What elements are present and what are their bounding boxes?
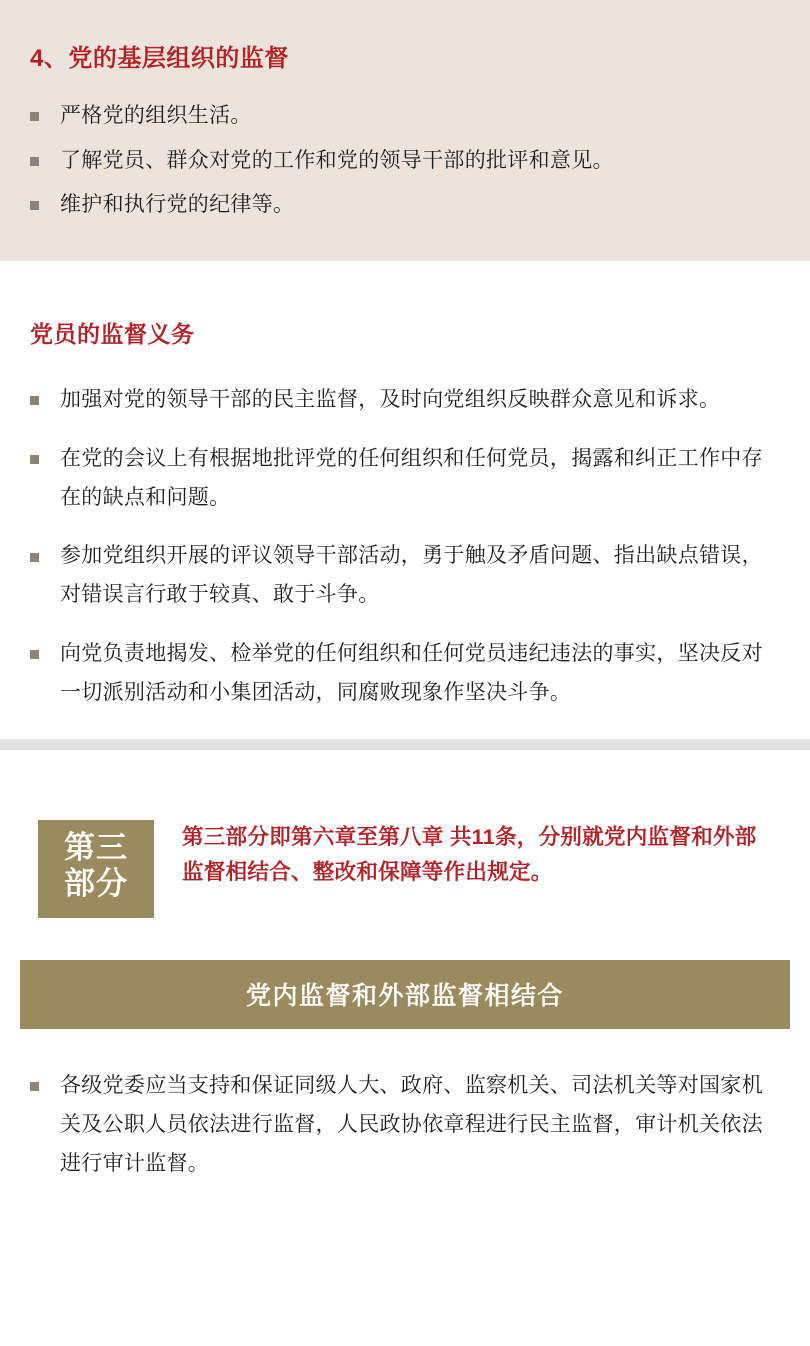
list-item (0, 190, 810, 220)
list-item (0, 1067, 810, 1184)
section-basic-org (0, 0, 810, 261)
section-divider (0, 739, 810, 750)
square-bullet-icon (30, 650, 39, 659)
section-heading: 党员的监督义务 (30, 320, 195, 347)
part-badge-line1: 第三 (64, 829, 128, 865)
list-item (0, 635, 810, 713)
list-item (0, 537, 810, 615)
section-part-three (0, 772, 810, 1234)
square-bullet-icon (30, 157, 39, 166)
page-title: 4、党的基层组织的监督 (30, 44, 289, 72)
list-item (0, 101, 810, 131)
list-item-text: 向党负责地揭发、检举党的任何组织和任何党员违纪违法的事实，坚决反对一切派别活动和小集团活动，同腐败现象作坚决斗争。 (60, 642, 763, 704)
square-bullet-icon (30, 201, 39, 210)
section-member-duty (0, 261, 810, 772)
list-item-text: 参加党组织开展的评议领导干部活动，勇于触及矛盾问题、指出缺点错误，对错误言行敢于较真、敢于斗争。 (60, 544, 763, 607)
square-bullet-icon (30, 553, 39, 562)
list-item-text: 维护和执行党的纪律等。 (60, 193, 295, 217)
list-item-text: 了解党员、群众对党的工作和党的领导干部的批评和意见。 (60, 148, 614, 172)
list-item (0, 440, 810, 518)
square-bullet-icon (30, 112, 39, 121)
part-number-badge (38, 820, 154, 918)
square-bullet-icon (30, 1082, 39, 1091)
member-duty-list (0, 381, 810, 713)
part-badge-line2: 部分 (64, 866, 128, 902)
list-item-text: 在党的会议上有根据地批评党的任何组织和任何党员，揭露和纠正工作中存在的缺点和问题。 (60, 446, 763, 509)
square-bullet-icon (30, 396, 39, 405)
list-item (0, 146, 810, 176)
part-three-list (0, 1029, 810, 1234)
list-item (0, 381, 810, 420)
basic-org-list (0, 101, 810, 220)
list-item-text: 各级党委应当支持和保证同级人大、政府、监察机关、司法机关等对国家机关及公职人员依法进行监督，人民政协依章程进行民主监督，审计机关依法进行审计监督。 (60, 1073, 763, 1175)
banner-title: 党内监督和外部监督相结合 (20, 960, 790, 1029)
list-item-text: 严格党的组织生活。 (60, 104, 252, 128)
square-bullet-icon (30, 455, 39, 464)
list-item-text: 加强对党的领导干部的民主监督，及时向党组织反映群众意见和诉求。 (60, 387, 721, 411)
part-three-header (0, 820, 810, 918)
part-description: 第三部分即第六章至第八章 共11条，分别就党内监督和外部监督相结合、整改和保障等作出规定。 (182, 824, 757, 884)
